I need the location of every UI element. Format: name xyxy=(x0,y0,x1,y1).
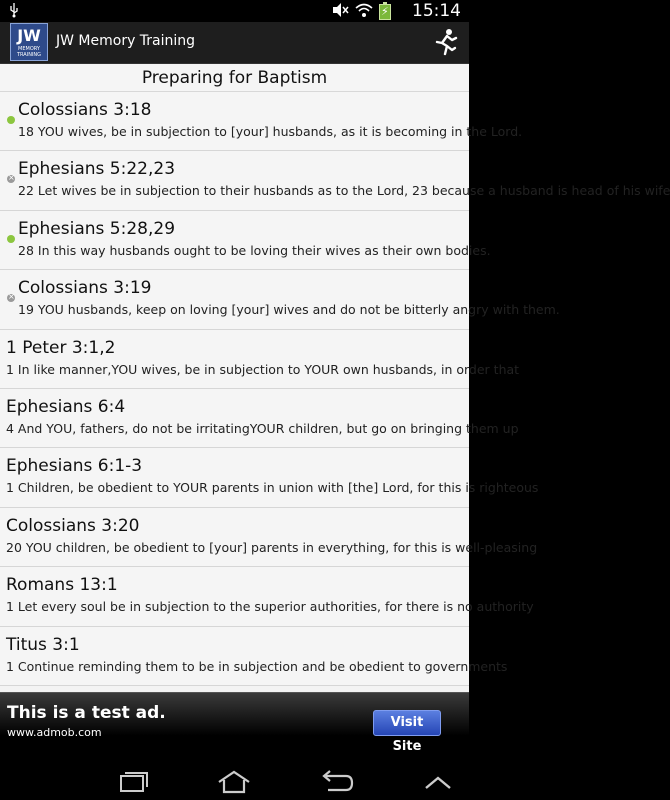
verse-text: 4 And YOU, fathers, do not be irritatingYOUR children, but go on bringing them up xyxy=(6,420,519,436)
verse-text: 18 YOU wives, be in subjection to [your] husbands, as it is becoming in the Lord. xyxy=(18,124,523,139)
verse-reference: Titus 3:1 xyxy=(6,634,80,655)
not-learned-dot-icon xyxy=(7,294,15,302)
learned-dot-icon xyxy=(7,116,15,124)
verse-text: 1 Continue reminding them to be in subjection and be obedient to governments xyxy=(6,658,508,674)
verse-list-item[interactable] xyxy=(0,508,538,567)
ad-url: www.admob.com xyxy=(7,726,102,739)
verse-reference: Ephesians 6:1-3 xyxy=(6,456,143,477)
learned-dot-icon xyxy=(7,235,15,243)
usb-icon xyxy=(8,2,20,22)
verse-list xyxy=(0,92,670,686)
verse-reference: Ephesians 5:28,29 xyxy=(18,218,176,239)
verse-list-item[interactable] xyxy=(0,330,520,389)
app-logo[interactable] xyxy=(10,23,48,61)
verse-reference: Colossians 3:19 xyxy=(18,278,152,299)
ad-banner[interactable] xyxy=(0,692,469,764)
verse-text: 19 YOU husbands, keep on loving [your] wives and do not be bitterly angry with them. xyxy=(18,302,560,318)
verse-text: 28 In this way husbands ought to be loving their wives as their own bodies. xyxy=(18,242,491,258)
app-logo-text: JW xyxy=(17,26,41,45)
verse-text: 22 Let wives be in subjection to their husbands as to the Lord, 23 because a husband is head of his wife xyxy=(18,183,670,199)
content-area xyxy=(0,64,670,692)
verse-reference: Colossians 3:18 xyxy=(18,100,152,120)
verse-list-item[interactable] xyxy=(0,389,519,448)
navigation-bar xyxy=(0,764,469,800)
verse-text: 1 In like manner,YOU wives, be in subjection to YOUR own husbands, in order that xyxy=(6,361,520,377)
verse-text: 20 YOU children, be obedient to [your] parents in everything, for this is well-pleasing xyxy=(6,539,538,555)
verse-list-item[interactable] xyxy=(0,211,491,270)
clock: 15:14 xyxy=(412,1,461,21)
verse-list-item[interactable] xyxy=(0,448,539,507)
verse-text: 1 Let every soul be in subjection to the superior authorities, for there is no authority xyxy=(6,599,534,615)
verse-list-item[interactable] xyxy=(0,567,534,626)
not-learned-dot-icon xyxy=(7,175,15,183)
ad-headline: This is a test ad. xyxy=(7,703,166,723)
running-man-icon[interactable] xyxy=(431,28,459,56)
back-icon[interactable] xyxy=(316,768,356,796)
visit-site-button[interactable]: Visit Site xyxy=(373,710,441,736)
verse-reference: Ephesians 5:22,23 xyxy=(18,159,176,180)
page-title: Preparing for Baptism xyxy=(0,64,469,92)
verse-list-item[interactable] xyxy=(0,151,670,210)
battery-charging-icon: ⚡ xyxy=(379,4,391,20)
app-title: JW Memory Training xyxy=(56,33,196,49)
verse-list-item[interactable] xyxy=(0,627,508,686)
recent-apps-icon[interactable] xyxy=(113,768,153,796)
verse-reference: Romans 13:1 xyxy=(6,575,118,596)
app-logo-subtext: MEMORY TRAINING xyxy=(16,46,42,58)
verse-reference: Ephesians 6:4 xyxy=(6,396,126,417)
verse-list-item[interactable] xyxy=(0,92,523,151)
menu-up-icon[interactable] xyxy=(418,768,458,796)
mute-icon xyxy=(331,2,349,22)
action-bar xyxy=(0,22,469,64)
verse-reference: 1 Peter 3:1,2 xyxy=(6,337,116,358)
verse-list-item[interactable] xyxy=(0,270,560,329)
verse-text: 1 Children, be obedient to YOUR parents in union with [the] Lord, for this is righteous xyxy=(6,480,539,496)
wifi-icon xyxy=(355,2,373,22)
verse-reference: Colossians 3:20 xyxy=(6,515,140,536)
home-icon[interactable] xyxy=(214,768,254,796)
status-bar xyxy=(0,0,469,22)
